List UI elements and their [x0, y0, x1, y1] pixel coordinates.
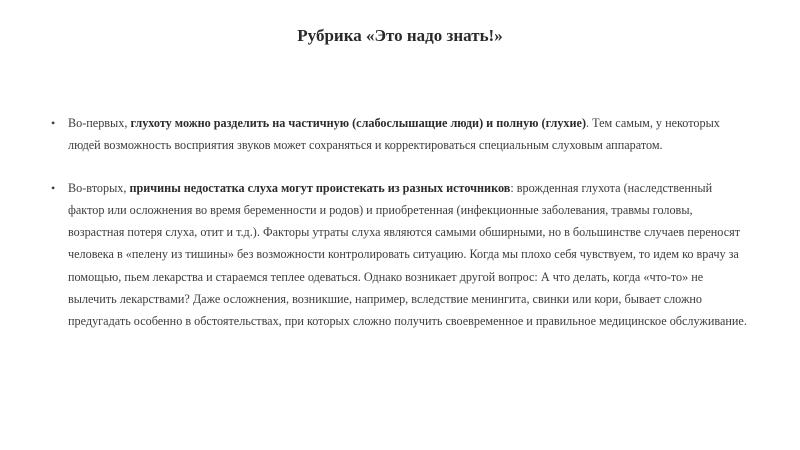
item-bold-text: глухоту можно разделить на частичную (слабослышащие люди) и полную (глухие) [130, 116, 587, 130]
bullet-icon: • [51, 116, 56, 130]
list-item [48, 112, 748, 157]
item-intro: Во-вторых, [68, 180, 130, 195]
item-text: : врожденная глухота (наследственный фактор или осложнения во время беременности и родов) и приобретенная (инфекционные заболевания, травмы головы, возрастная потеря слуха, отит и т.д.). Факторы утраты слуха являются самыми обширными, но в большинстве случаев переносят человека в «пелену из тишины» без возможности контролировать ситуацию. Когда мы плохо себя чувствуем, то идем ко врачу за помощью, пьем лекарства и стараемся теплее одеваться. Однако возникает другой вопрос: А что делать, когда «что-то» не вылечить лекарствами? Даже осложнения, возникшие, например, вследствие менингита, свинки или кори, бывает сложно предугадать особенно в обстоятельствах, при которых сложно получить своевременное и правильное медицинское обслуживание. [68, 180, 747, 329]
item-bold-text: причины недостатка слуха могут проистекать из разных источников [129, 180, 511, 195]
slide-title: Рубрика «Это надо знать!» [297, 26, 503, 45]
bullet-icon: • [51, 180, 56, 195]
list-item [48, 177, 748, 333]
item-text: . Тем самым, у некоторых людей возможность восприятия звуков может сохраняться и корректироваться специальным слуховым аппаратом. [68, 116, 720, 153]
bullet-list [48, 112, 748, 333]
item-intro: Во-первых, [68, 116, 131, 130]
